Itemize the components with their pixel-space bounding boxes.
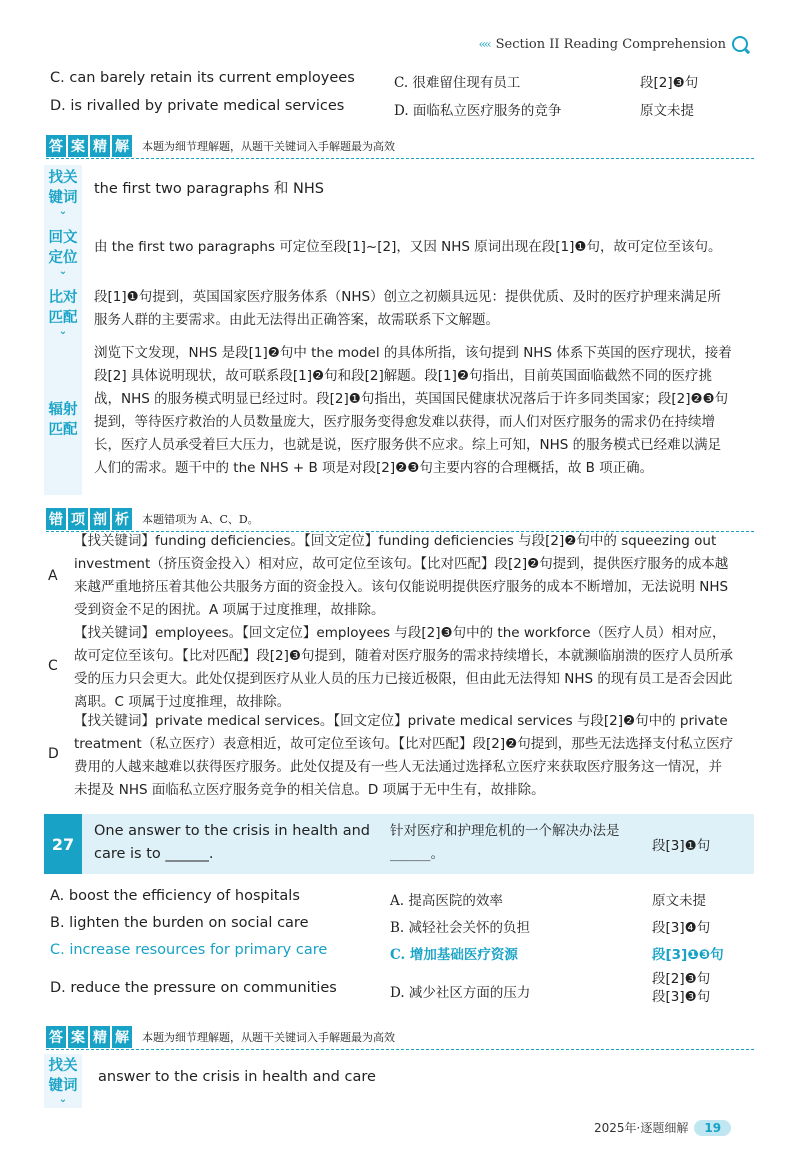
q27-option-a-ref: 原文未提 <box>652 893 706 909</box>
q27-option-b-cn: B. 减轻社会关怀的负担 <box>390 920 531 936</box>
step-label-radiate: 辐射匹配 <box>48 402 78 438</box>
question-number: 27 <box>44 814 82 874</box>
wrong-option-analysis: 【找关键词】private medical services。【回文定位】private medical services 与段[2]❷句中的 private treatment（私立医疗）表意相近，故可定位至该句。【比对匹配】段[2]❷句提到，那些无法选择支付私立医疗费用的人越来越难以获得医疗服务。此处仅提及有一些人无法通过选择私立医疗来获取医疗服务这一情况，并未提及 NHS 面临私立医疗服务竞争的相关信息。D 项属于无中生有，故排除。 <box>74 713 734 798</box>
option-c-en: C. can barely retain its current employees <box>50 70 355 86</box>
step-text-radiate: 浏览下文发现，NHS 是段[1]❷句中 the model 的具体所指，该句提到 NHS 体系下英国的医疗现状，接着段[2] 具体说明现状，故可联系段[1]❷句和段[2]解题。段[1]❷句指出，目前英国面临截然不同的医疗挑战，NHS 的服务模式明显已经过时。段[2]❶句指出，英国国民健康状况落后于许多同类国家；段[2]❷❸句提到，等待医疗救治的人员数量庞大，医疗服务变得愈发难以获得，而人们对医疗服务的需求仍在持续增长，医疗人员承受着巨大压力，也就是说，医疗服务供不应求。综上可知，NHS 的服务模式已经难以满足人们的需求。题干中的 the NHS + B 项是对段[2]❷❸句主要内容的合理概括，故 B 项正确。 <box>94 345 732 476</box>
option-d-cn: D. 面临私立医疗服务的竞争 <box>394 103 562 119</box>
chevrons-icon: ‹‹‹‹ <box>478 37 490 51</box>
step-text-match: 段[1]❶句提到，英国国家医疗服务体系（NHS）创立之初颇具远见：提供优质、及时的医疗护理来满足所服务人群的主要需求。由此无法得出正确答案，故需联系下文解题。 <box>94 289 722 328</box>
q27-option-b-ref: 段[3]❹句 <box>652 920 711 936</box>
divider <box>46 1049 754 1050</box>
option-c-ref: 段[2]❸句 <box>640 75 699 91</box>
badge-note: 本题为细节理解题，从题干关键词入手解题最为高效 <box>142 140 395 153</box>
q27-option-a-en: A. boost the efficiency of hospitals <box>50 888 300 904</box>
option-d-ref: 原文未提 <box>640 103 694 119</box>
q27-option-b-en: B. lighten the burden on social care <box>50 915 309 931</box>
section-title: Section II Reading Comprehension <box>495 36 726 52</box>
answer-analysis-badge: 答 案 精 解 本题为细节理解题，从题干关键词入手解题最为高效 <box>46 1026 395 1048</box>
wrong-option-analysis: 【找关键词】employees。【回文定位】employees 与段[2]❸句中的 the workforce（医疗人员）相对应，故可定位至该句。【比对匹配】段[2]❸句提到，随着对医疗服务的需求持续增长，本就濒临崩溃的医疗人员所承受的压力只会更大。此处仅提到医疗从业人员的压力已接近极限，但由此无法得知 NHS 的现有员工是否会因此离职。C 项属于过度推理，故排除。 <box>74 625 733 710</box>
option-d-en: D. is rivalled by private medical services <box>50 98 345 114</box>
q27-option-c-cn-correct: C. 增加基础医疗资源 <box>390 947 518 963</box>
step-text-keyword: answer to the crisis in health and care <box>98 1069 376 1085</box>
step-label-keyword: 找关键词 ⌄ <box>48 1058 78 1105</box>
question-ref: 段[3]❶句 <box>652 838 711 854</box>
question-stem-en: One answer to the crisis in health and care is to ______. <box>94 823 371 862</box>
q27-option-d-ref: 段[2]❸句 段[3]❸句 <box>652 971 711 1005</box>
page-number: 19 <box>694 1120 731 1136</box>
footer-title: 2025年·逐题细解 <box>594 1121 689 1135</box>
wrong-option-letter: A <box>48 568 58 584</box>
wrong-option-analysis: 【找关键词】funding deficiencies。【回文定位】funding deficiencies 与段[2]❷句中的 squeezing out investment（挤压资金投入）相对应，故可定位至该句。【比对匹配】段[2]❷句提到，提供医疗服务的成本越来越严重地挤压着其他公共服务方面的资金投入。该句仅能说明提供医疗服务的成本不断增加，无法说明 NHS 受到资金不足的困扰。A 项属于过度推理，故排除。 <box>74 533 729 618</box>
q27-option-d-cn: D. 减少社区方面的压力 <box>390 985 531 1001</box>
wrong-option-letter: C <box>48 658 58 674</box>
step-label-locate: 回文定位 ⌄ <box>48 230 78 277</box>
q27-option-d-en: D. reduce the pressure on communities <box>50 980 337 996</box>
page-footer <box>594 1119 731 1136</box>
q27-option-c-en-correct: C. increase resources for primary care <box>50 942 328 958</box>
step-text-keyword: the first two paragraphs 和 NHS <box>94 181 324 197</box>
q27-option-c-ref-correct: 段[3]❶❸句 <box>652 947 724 963</box>
step-label-keyword: 找关键词 ⌄ <box>48 170 78 217</box>
option-c-cn: C. 很难留住现有员工 <box>394 75 521 91</box>
q-badge-icon <box>732 36 748 52</box>
question-stem-cn: 针对医疗和护理危机的一个解决办法是______。 <box>390 823 620 862</box>
step-label-match: 比对匹配 ⌄ <box>48 290 78 337</box>
step-text-locate: 由 the first two paragraphs 可定位至段[1]~[2]，又因 NHS 原词出现在段[1]❶句，故可定位至该句。 <box>94 239 722 255</box>
q27-option-a-cn: A. 提高医院的效率 <box>390 893 503 909</box>
running-header <box>478 36 748 52</box>
divider <box>46 158 754 159</box>
badge-note: 本题为细节理解题，从题干关键词入手解题最为高效 <box>142 1031 395 1044</box>
answer-analysis-badge: 答 案 精 解 本题为细节理解题，从题干关键词入手解题最为高效 <box>46 135 395 157</box>
badge-note-wrong: 本题错项为 A、C、D。 <box>142 513 259 526</box>
wrong-options-badge: 错 项 剖 析 本题错项为 A、C、D。 <box>46 508 259 530</box>
wrong-option-letter: D <box>48 746 59 762</box>
